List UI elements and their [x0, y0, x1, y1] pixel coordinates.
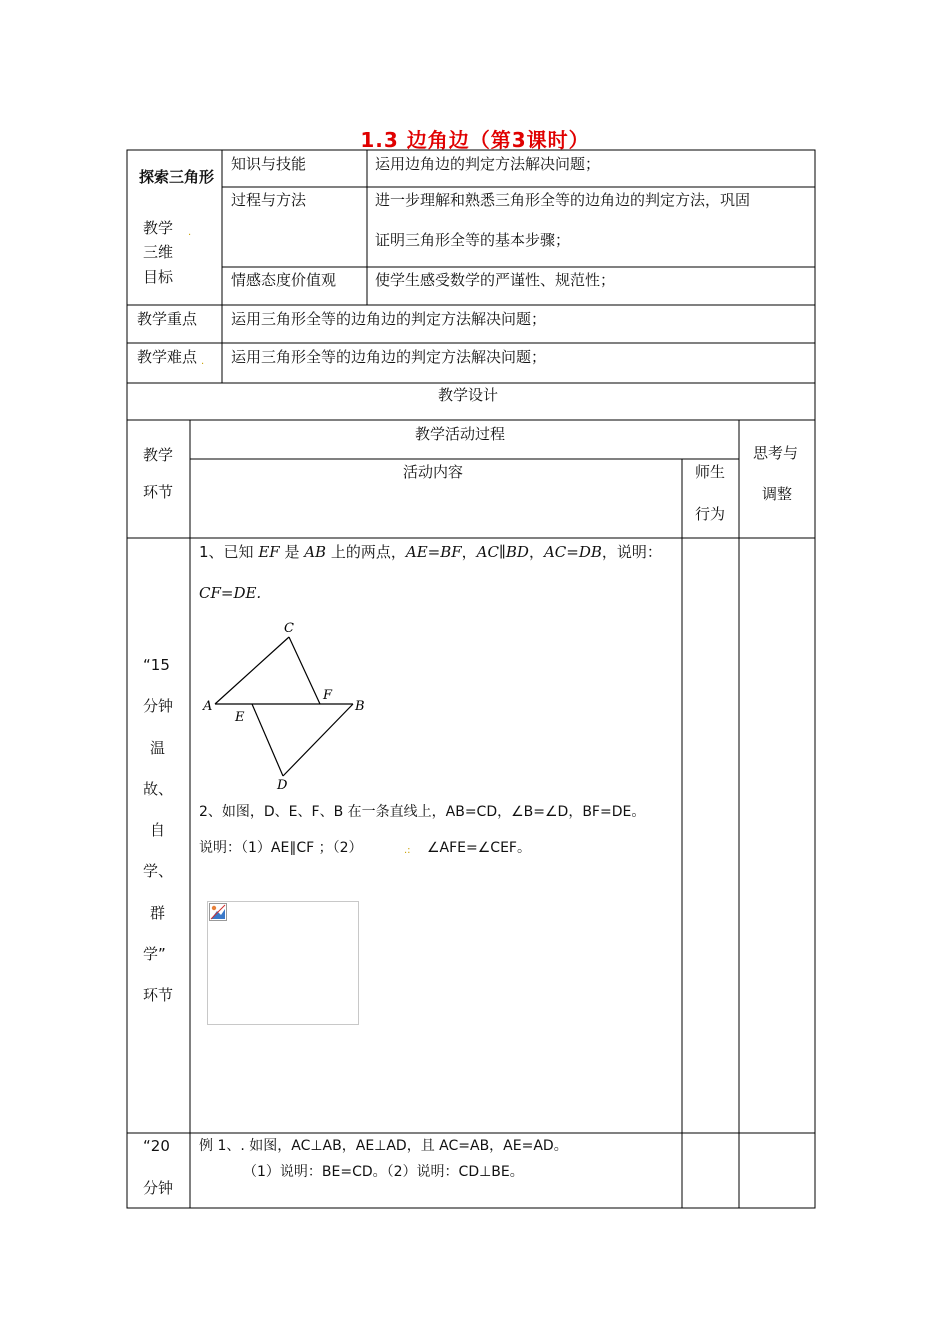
segment1-text: 学” — [143, 945, 166, 963]
problem2-statement: 2、如图，D、E、F、B 在一条直线上，AB=CD，∠B=∠D，BF=DE。 — [199, 804, 646, 820]
problem1-statement — [199, 545, 662, 560]
segment1-text: 温 — [150, 739, 166, 757]
segment1-text: 群 — [150, 904, 166, 922]
problem1-conclusion: CF=DE. — [199, 584, 262, 602]
problem1-text: ， — [461, 543, 477, 561]
objective-label-attitude: 情感态度价值观 — [231, 271, 337, 289]
segment2-text: “20 — [143, 1137, 170, 1155]
segment1-text: 故、 — [143, 780, 174, 798]
objective-label-knowledge: 知识与技能 — [231, 155, 307, 173]
objective-content-knowledge: 运用边角边的判定方法解决问题； — [375, 155, 601, 173]
objective-content-process-line2: 证明三角形全等的基本步骤； — [375, 231, 571, 249]
problem1-text: ，说明： — [601, 543, 662, 561]
problem1-text: 上的两点， — [326, 543, 406, 561]
objectives-topic: 探索三角形 — [139, 168, 215, 186]
segment1-text: 分钟 — [143, 697, 174, 715]
example1-statement: 例 1、. 如图，AC⊥AB，AE⊥AD，且 AC=AB，AE=AD。 — [199, 1138, 568, 1154]
segment-header-line1: 教学 — [143, 446, 174, 464]
problem1-text: 1、已知 — [199, 543, 259, 561]
example1-questions: （1）说明：BE=CD。（2）说明：CD⊥BE。 — [243, 1164, 524, 1180]
point-label-a: A — [203, 699, 213, 714]
teacher-header-line1: 师生 — [695, 463, 726, 481]
decorative-dot: . — [201, 356, 205, 367]
teacher-header-line2: 行为 — [695, 505, 726, 523]
design-header: 教学设计 — [438, 386, 499, 404]
segment-header-line2: 环节 — [143, 483, 174, 501]
line-ac — [215, 637, 289, 704]
segment1-text: 学、 — [143, 862, 174, 880]
problem1-text: ， — [528, 543, 544, 561]
segment1-text: “15 — [143, 656, 170, 674]
difficulty-label: 教学难点 — [137, 348, 198, 366]
problem1-math: AE=BF — [405, 543, 462, 561]
problem1-text: 是 — [279, 543, 305, 561]
problem2-question-a: 说明：（1）AE∥CF ；（2） — [199, 840, 363, 856]
activity-process-header: 教学活动过程 — [415, 425, 506, 443]
problem1-math: AB — [304, 543, 327, 561]
decorative-dot: . — [188, 227, 192, 238]
key-point-content: 运用三角形全等的边角边的判定方法解决问题； — [231, 310, 547, 328]
image-placeholder — [207, 901, 359, 1025]
objectives-label-line: 目标 — [143, 268, 174, 286]
point-label-c: C — [284, 621, 294, 636]
segment2-text: 分钟 — [143, 1179, 174, 1197]
difficulty-content: 运用三角形全等的边角边的判定方法解决问题； — [231, 348, 547, 366]
objective-label-process: 过程与方法 — [231, 191, 307, 209]
reflect-header-line2: 调整 — [762, 485, 793, 503]
line-ed — [252, 704, 283, 776]
point-label-f: F — [323, 688, 333, 703]
segment1-text: 自 — [150, 821, 166, 839]
problem1-math: AC∥BD — [476, 543, 529, 561]
segment1-text: 环节 — [143, 986, 174, 1004]
problem2-question-b: ∠AFE=∠CEF。 — [427, 840, 531, 856]
point-label-e: E — [235, 710, 245, 725]
point-label-d: D — [277, 778, 288, 793]
activity-content-header: 活动内容 — [403, 463, 464, 481]
line-db — [283, 704, 353, 776]
triangle-figure — [195, 615, 375, 795]
key-point-label: 教学重点 — [137, 310, 198, 328]
line-cf — [289, 637, 320, 704]
objective-content-attitude: 使学生感受数学的严谨性、规范性； — [375, 271, 616, 289]
decorative-dot: .: — [404, 845, 411, 856]
problem1-math: AC=DB — [543, 543, 602, 561]
objectives-label-line: 三维 — [143, 243, 174, 261]
problem1-math: EF — [258, 543, 280, 561]
objectives-label-line: 教学 — [143, 219, 174, 237]
reflect-header-line1: 思考与 — [753, 444, 799, 462]
objective-content-process: 进一步理解和熟悉三角形全等的边角边的判定方法，巩固 — [375, 191, 751, 209]
point-label-b: B — [355, 699, 365, 714]
page-title: 1.3 边角边（第3课时） — [360, 128, 590, 152]
broken-image-icon — [209, 903, 227, 921]
